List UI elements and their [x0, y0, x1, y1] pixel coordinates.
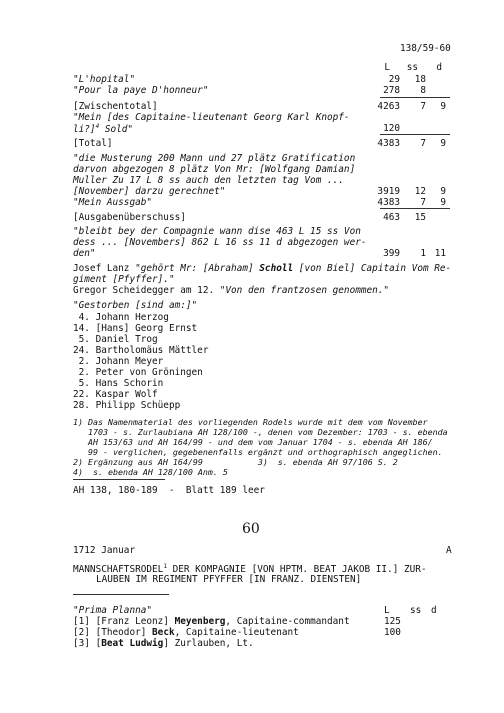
footnote-ref: 4 [95, 123, 100, 130]
row-l: 3919 [377, 186, 400, 197]
death-entry: 5. Hans Schorin [73, 378, 164, 389]
row-ss: 7 [420, 138, 426, 149]
footnote: AH 153/63 und AH 164/99 - und dem vom Januar 1704 - s. ebenda AH 186/ [73, 437, 433, 447]
row-l: 399 [383, 248, 400, 259]
page-reference: 138/59-60 [400, 43, 451, 54]
row-text: li?]$^4$ Sold" [73, 123, 134, 136]
sum-rule [380, 97, 450, 98]
row-l: 463 [383, 212, 400, 223]
lanz-line-2: giment [Pfyffer]." [73, 274, 175, 285]
row-text: [Total] [73, 138, 113, 149]
row-ss: 18 [414, 74, 426, 85]
prima-planna-title: "Prima Planna" [73, 605, 153, 616]
divider [73, 479, 165, 480]
row-d: 9 [440, 186, 446, 197]
officer-entry: [1] [Franz Leonz] Meyenberg, Capitaine-commandant [73, 616, 350, 627]
row-ss: 8 [420, 85, 426, 96]
row-text: "Mein [des Capitaine-lieutenant Georg Karl Knopf- [73, 112, 350, 123]
row-ss: 7 [420, 197, 426, 208]
death-entry: 14. [Hans] Georg Ernst [73, 323, 198, 334]
row-l: 120 [383, 123, 400, 134]
death-entry: 5. Daniel Trog [73, 334, 158, 345]
row-d: 9 [440, 138, 446, 149]
col-header-d: d [436, 62, 442, 73]
row-ss: 15 [414, 212, 426, 223]
name-bold: Scholl [259, 263, 294, 274]
row-text: [November] darzu gerechnet" [73, 186, 226, 197]
row-ss: 7 [420, 101, 426, 112]
row-text: "Pour la paye D'honneur" [73, 85, 209, 96]
row-l: 4383 [377, 197, 400, 208]
row-text: [Zwischentotal] [73, 101, 158, 112]
row-d: 9 [440, 101, 446, 112]
col-header-ss: ss [406, 62, 418, 73]
death-entry: 4. Johann Herzog [73, 312, 169, 323]
document-date: 1712 Januar [73, 545, 136, 556]
row-text: den" [73, 248, 96, 259]
col-header-ss: ss [410, 605, 422, 616]
row-text: "die Musterung 200 Mann und 27 plätz Gratification [73, 153, 356, 164]
officer-l: 100 [384, 627, 401, 638]
source-line: AH 138, 180-189 - Blatt 189 leer [73, 485, 265, 496]
row-text: dess ... [Novembers] 862 L 16 ss 11 d abgezogen wer- [73, 237, 367, 248]
row-ss: 12 [414, 186, 426, 197]
death-entry: 24. Bartholomäus Mättler [73, 345, 209, 356]
death-entry: 2. Peter von Gröningen [73, 367, 203, 378]
officer-entry: [3] [Beat Ludwig] Zurlauben, Lt. [73, 638, 254, 649]
document-heading-2: LAUBEN IM REGIMENT PFYFFER [IN FRANZ. DIENSTEN] [96, 574, 362, 585]
row-l: 4383 [377, 138, 400, 149]
footnote: 99 - verglichen, gegebenenfalls ergänzt und orthographisch angeglichen. [73, 447, 443, 457]
row-text: Muller Zu 17 L 8 ss auch den letzten tag Vom ... [73, 175, 344, 186]
row-ss: 1 [420, 248, 426, 259]
divider [73, 594, 169, 595]
footnote: 4) s. ebenda AH 128/100 Anm. 5 [73, 467, 228, 477]
sum-rule [380, 134, 450, 135]
footnote: 1703 - s. Zurlaubiana AH 128/100 -, denen vom Dezember: 1703 - s. ebenda [73, 427, 448, 437]
row-d: 9 [440, 197, 446, 208]
row-l: 4263 [377, 101, 400, 112]
col-header-l: L [384, 62, 390, 73]
document-letter: A [446, 545, 452, 556]
row-text: "L'hopital" [73, 74, 136, 85]
footnote: 1) Das Namenmaterial des vorliegenden Rodels wurde mit dem vom November [73, 417, 428, 427]
row-l: 29 [388, 74, 400, 85]
lanz-line-3: Gregor Scheidegger am 12. "Von den frantzosen genommen." [73, 285, 390, 296]
officer-entry: [2] [Theodor] Beck, Capitaine-lieutenant [73, 627, 299, 638]
row-text: "bleibt bey der Compagnie wann dise 463 L 15 ss Von [73, 226, 361, 237]
col-header-d: d [431, 605, 437, 616]
death-entry: 2. Johann Meyer [73, 356, 164, 367]
col-header-l: L [384, 605, 390, 616]
row-text: "Mein Aussgab" [73, 197, 153, 208]
death-entry: 22. Kaspar Wolf [73, 389, 158, 400]
footnote-ref: 1 [163, 563, 167, 570]
row-text: darvon abgezogen 8 plätz Von Mr: [Wolfgang Damian] [73, 164, 356, 175]
lanz-line-1: Josef Lanz "gehört Mr: [Abraham] Scholl [von Biel] Capitain Vom Re- [73, 263, 452, 274]
row-text: [Ausgabenüberschuss] [73, 212, 186, 223]
gestorben-title: "Gestorben [sind am:]" [73, 300, 198, 311]
death-entry: 28. Philipp Schüepp [73, 400, 181, 411]
document-heading-1: MANNSCHAFTSRODEL$^1$ DER KOMPAGNIE [VON HPTM. BEAT JAKOB II.] ZUR- [73, 563, 427, 576]
footnote: 2) Ergänzung aus AH 164/99 3) s. ebenda AH 97/106 S. 2 [73, 457, 398, 467]
sum-rule [380, 208, 450, 209]
row-d: 11 [434, 248, 446, 259]
document-number: 60 [242, 521, 260, 537]
officer-l: 125 [384, 616, 401, 627]
row-l: 278 [383, 85, 400, 96]
